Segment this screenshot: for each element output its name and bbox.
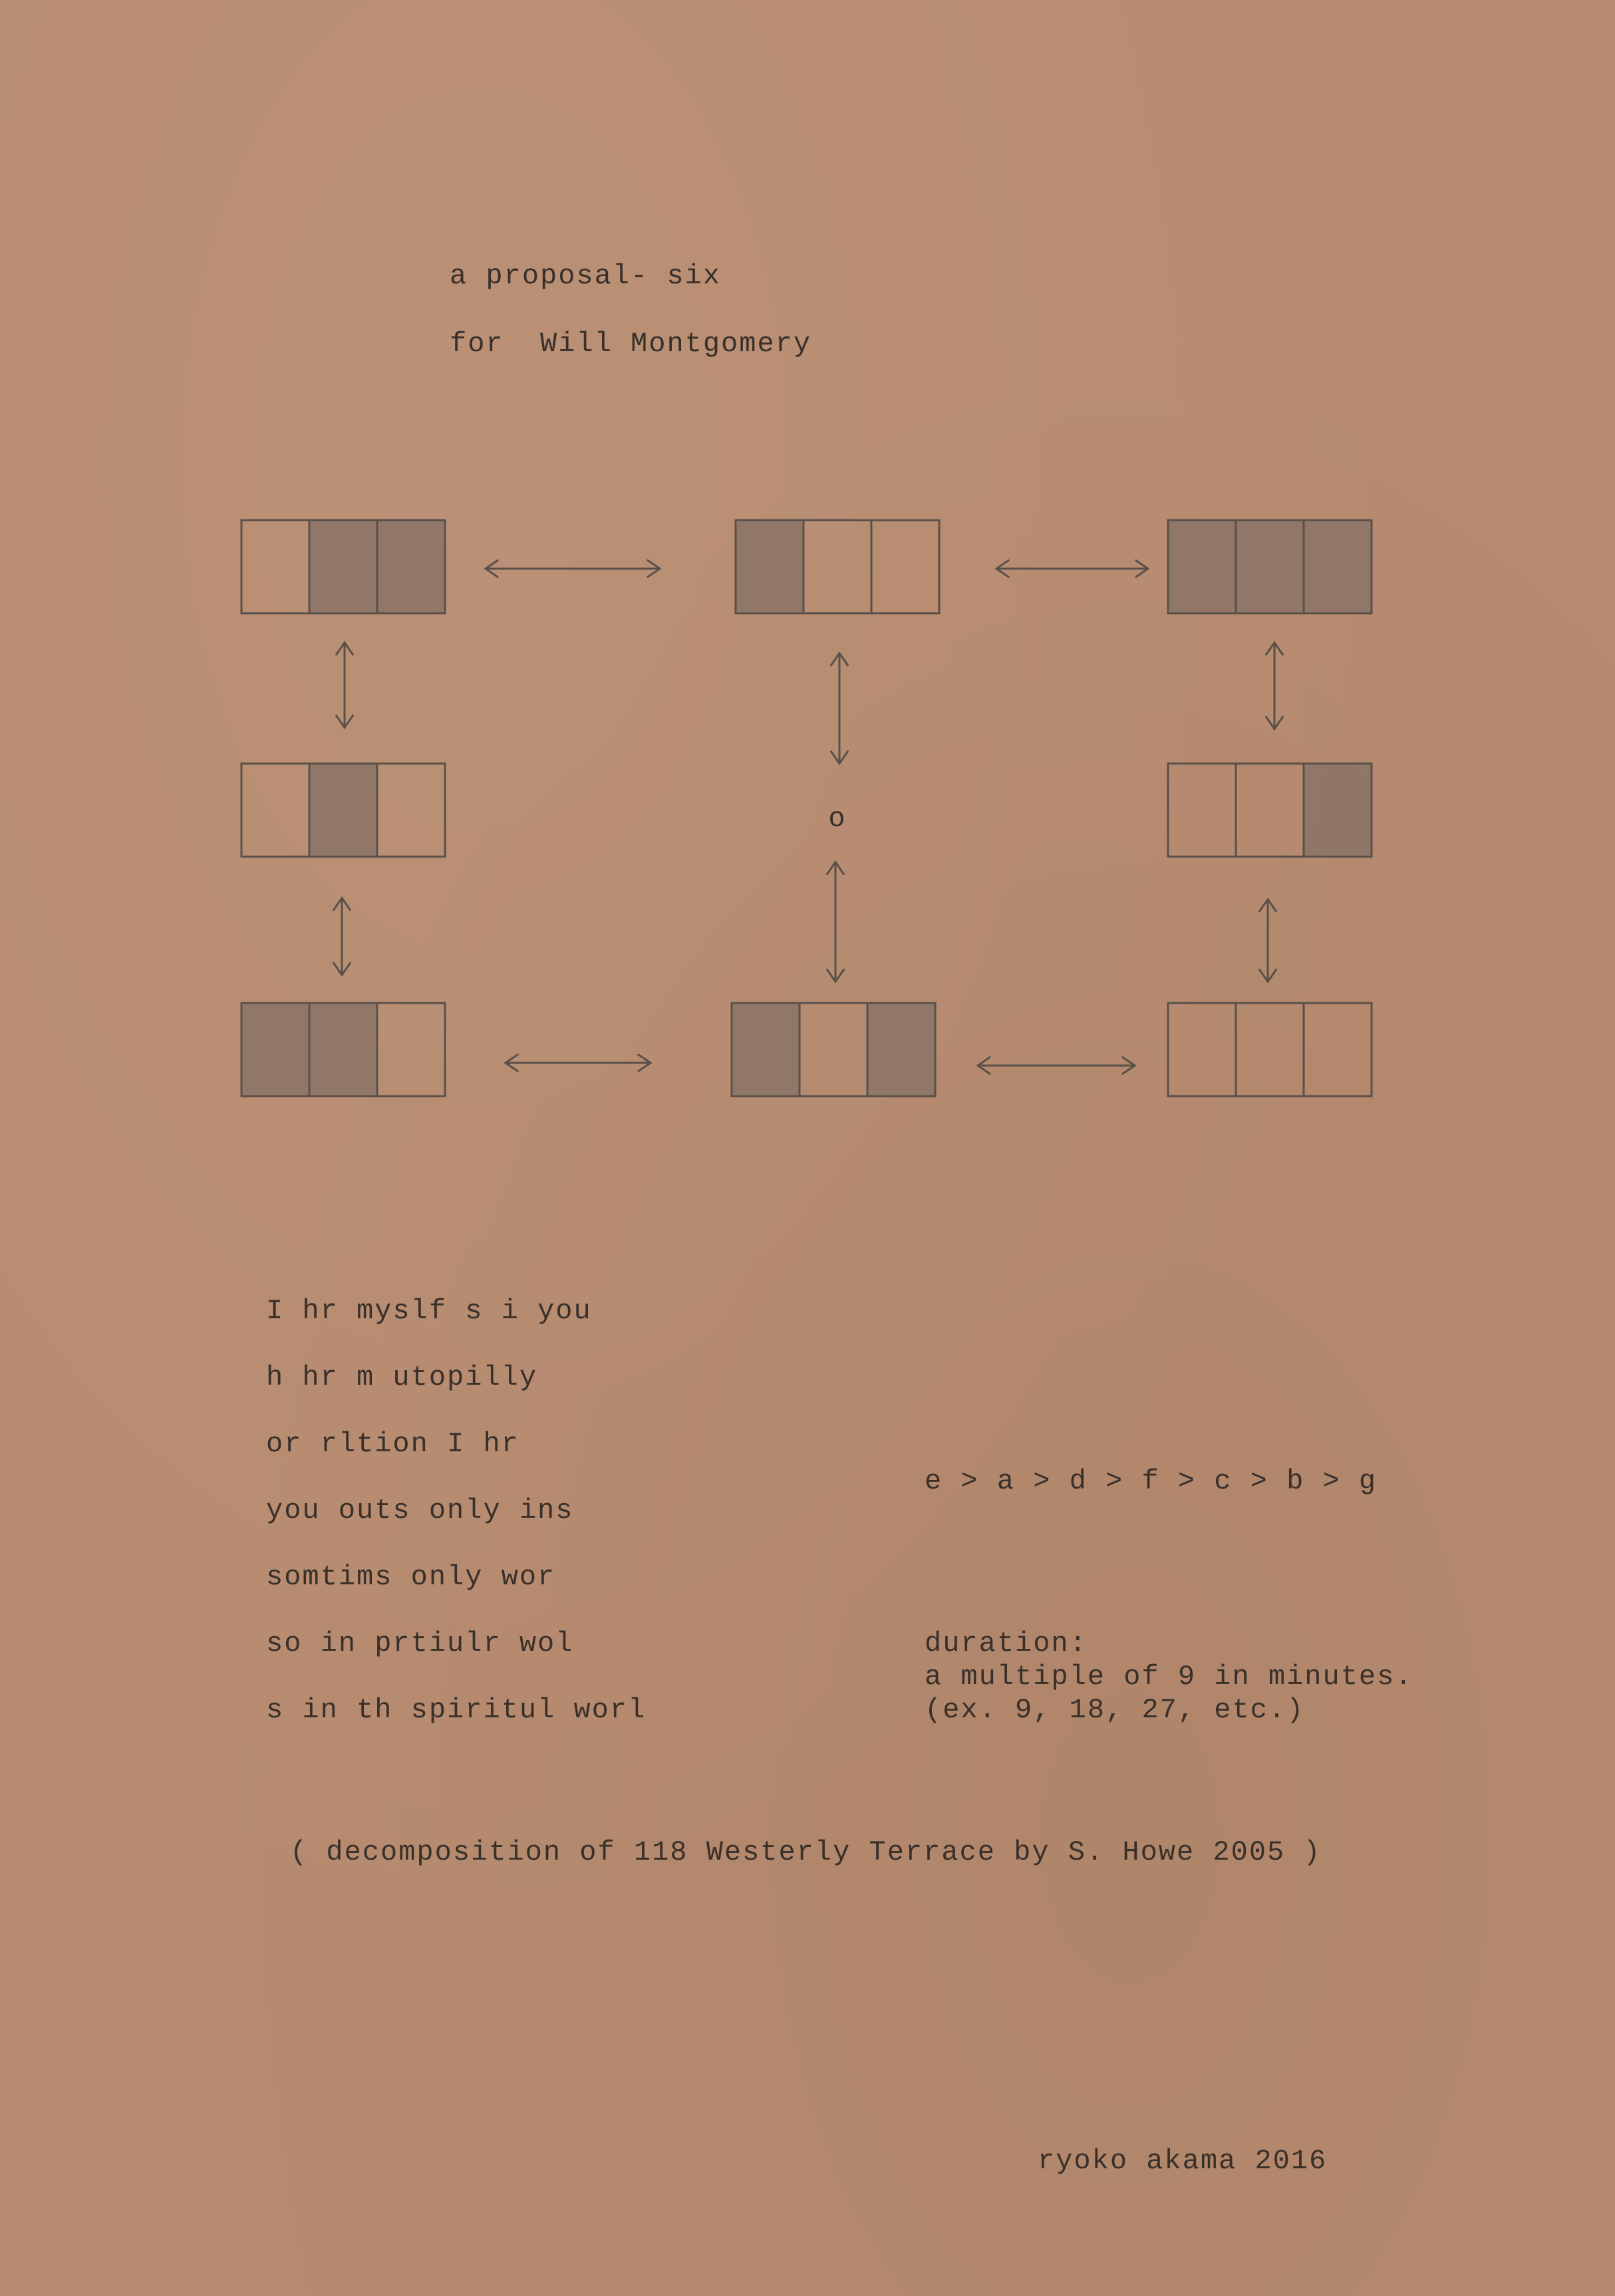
filled-cell [309, 520, 377, 613]
poem-line: somtims only wor [266, 1561, 556, 1593]
poem-line: h hr m utopilly [266, 1362, 538, 1393]
empty-cell [241, 520, 309, 613]
filled-cell [241, 1003, 309, 1096]
empty-cell [1304, 1003, 1372, 1096]
double-arrow-icon [996, 561, 1148, 577]
empty-cell [804, 520, 871, 613]
empty-cell [1236, 764, 1304, 857]
double-arrow-icon [831, 653, 848, 764]
poem-line: or rltion I hr [266, 1428, 519, 1460]
double-arrow-icon [486, 561, 660, 577]
filled-cell [732, 1003, 800, 1096]
grid-1 [241, 520, 445, 613]
filled-cell [1236, 520, 1304, 613]
filled-cell [1304, 520, 1372, 613]
empty-cell [871, 520, 939, 613]
grid-6 [241, 1003, 445, 1096]
double-arrow-icon [827, 862, 844, 982]
empty-cell [377, 764, 445, 857]
grid-4 [241, 764, 445, 857]
signature: ryoko akama 2016 [1038, 2145, 1328, 2177]
double-arrow-icon [334, 898, 351, 975]
duration-label: duration: [925, 1628, 1088, 1659]
empty-cell [1168, 1003, 1236, 1096]
poem-line: you outs only ins [266, 1495, 574, 1526]
poem-line: s in th spiritul worl [266, 1694, 647, 1726]
grid-2 [736, 520, 939, 613]
empty-cell [800, 1003, 867, 1096]
dedication: for Will Montgomery [450, 328, 812, 360]
filled-cell [377, 520, 445, 613]
double-arrow-icon [978, 1058, 1135, 1074]
empty-cell [1236, 1003, 1304, 1096]
grid-3 [1168, 520, 1372, 613]
double-arrow-icon [1266, 643, 1283, 729]
grid-5 [1168, 764, 1372, 857]
grid-8 [1168, 1003, 1372, 1096]
filled-cell [1304, 764, 1372, 857]
filled-cell [736, 520, 804, 613]
poem-line: so in prtiulr wol [266, 1628, 574, 1659]
source-note: ( decomposition of 118 Westerly Terrace by S. Howe 2005 ) [290, 1836, 1322, 1868]
note-sequence: e > a > d > f > c > b > g [925, 1465, 1378, 1497]
double-arrow-icon [1260, 899, 1276, 982]
center-mark: o [828, 803, 845, 835]
filled-cell [309, 764, 377, 857]
duration-example: (ex. 9, 18, 27, etc.) [925, 1694, 1305, 1726]
duration-text: a multiple of 9 in minutes. [925, 1661, 1413, 1693]
empty-cell [241, 764, 309, 857]
filled-cell [867, 1003, 935, 1096]
page-title: a proposal- six [450, 260, 722, 292]
double-arrow-icon [506, 1055, 651, 1072]
filled-cell [309, 1003, 377, 1096]
empty-cell [1168, 764, 1236, 857]
filled-cell [1168, 520, 1236, 613]
poem-line: I hr myslf s i you [266, 1295, 592, 1327]
empty-cell [377, 1003, 445, 1096]
grid-7 [732, 1003, 935, 1096]
double-arrow-icon [337, 643, 353, 728]
